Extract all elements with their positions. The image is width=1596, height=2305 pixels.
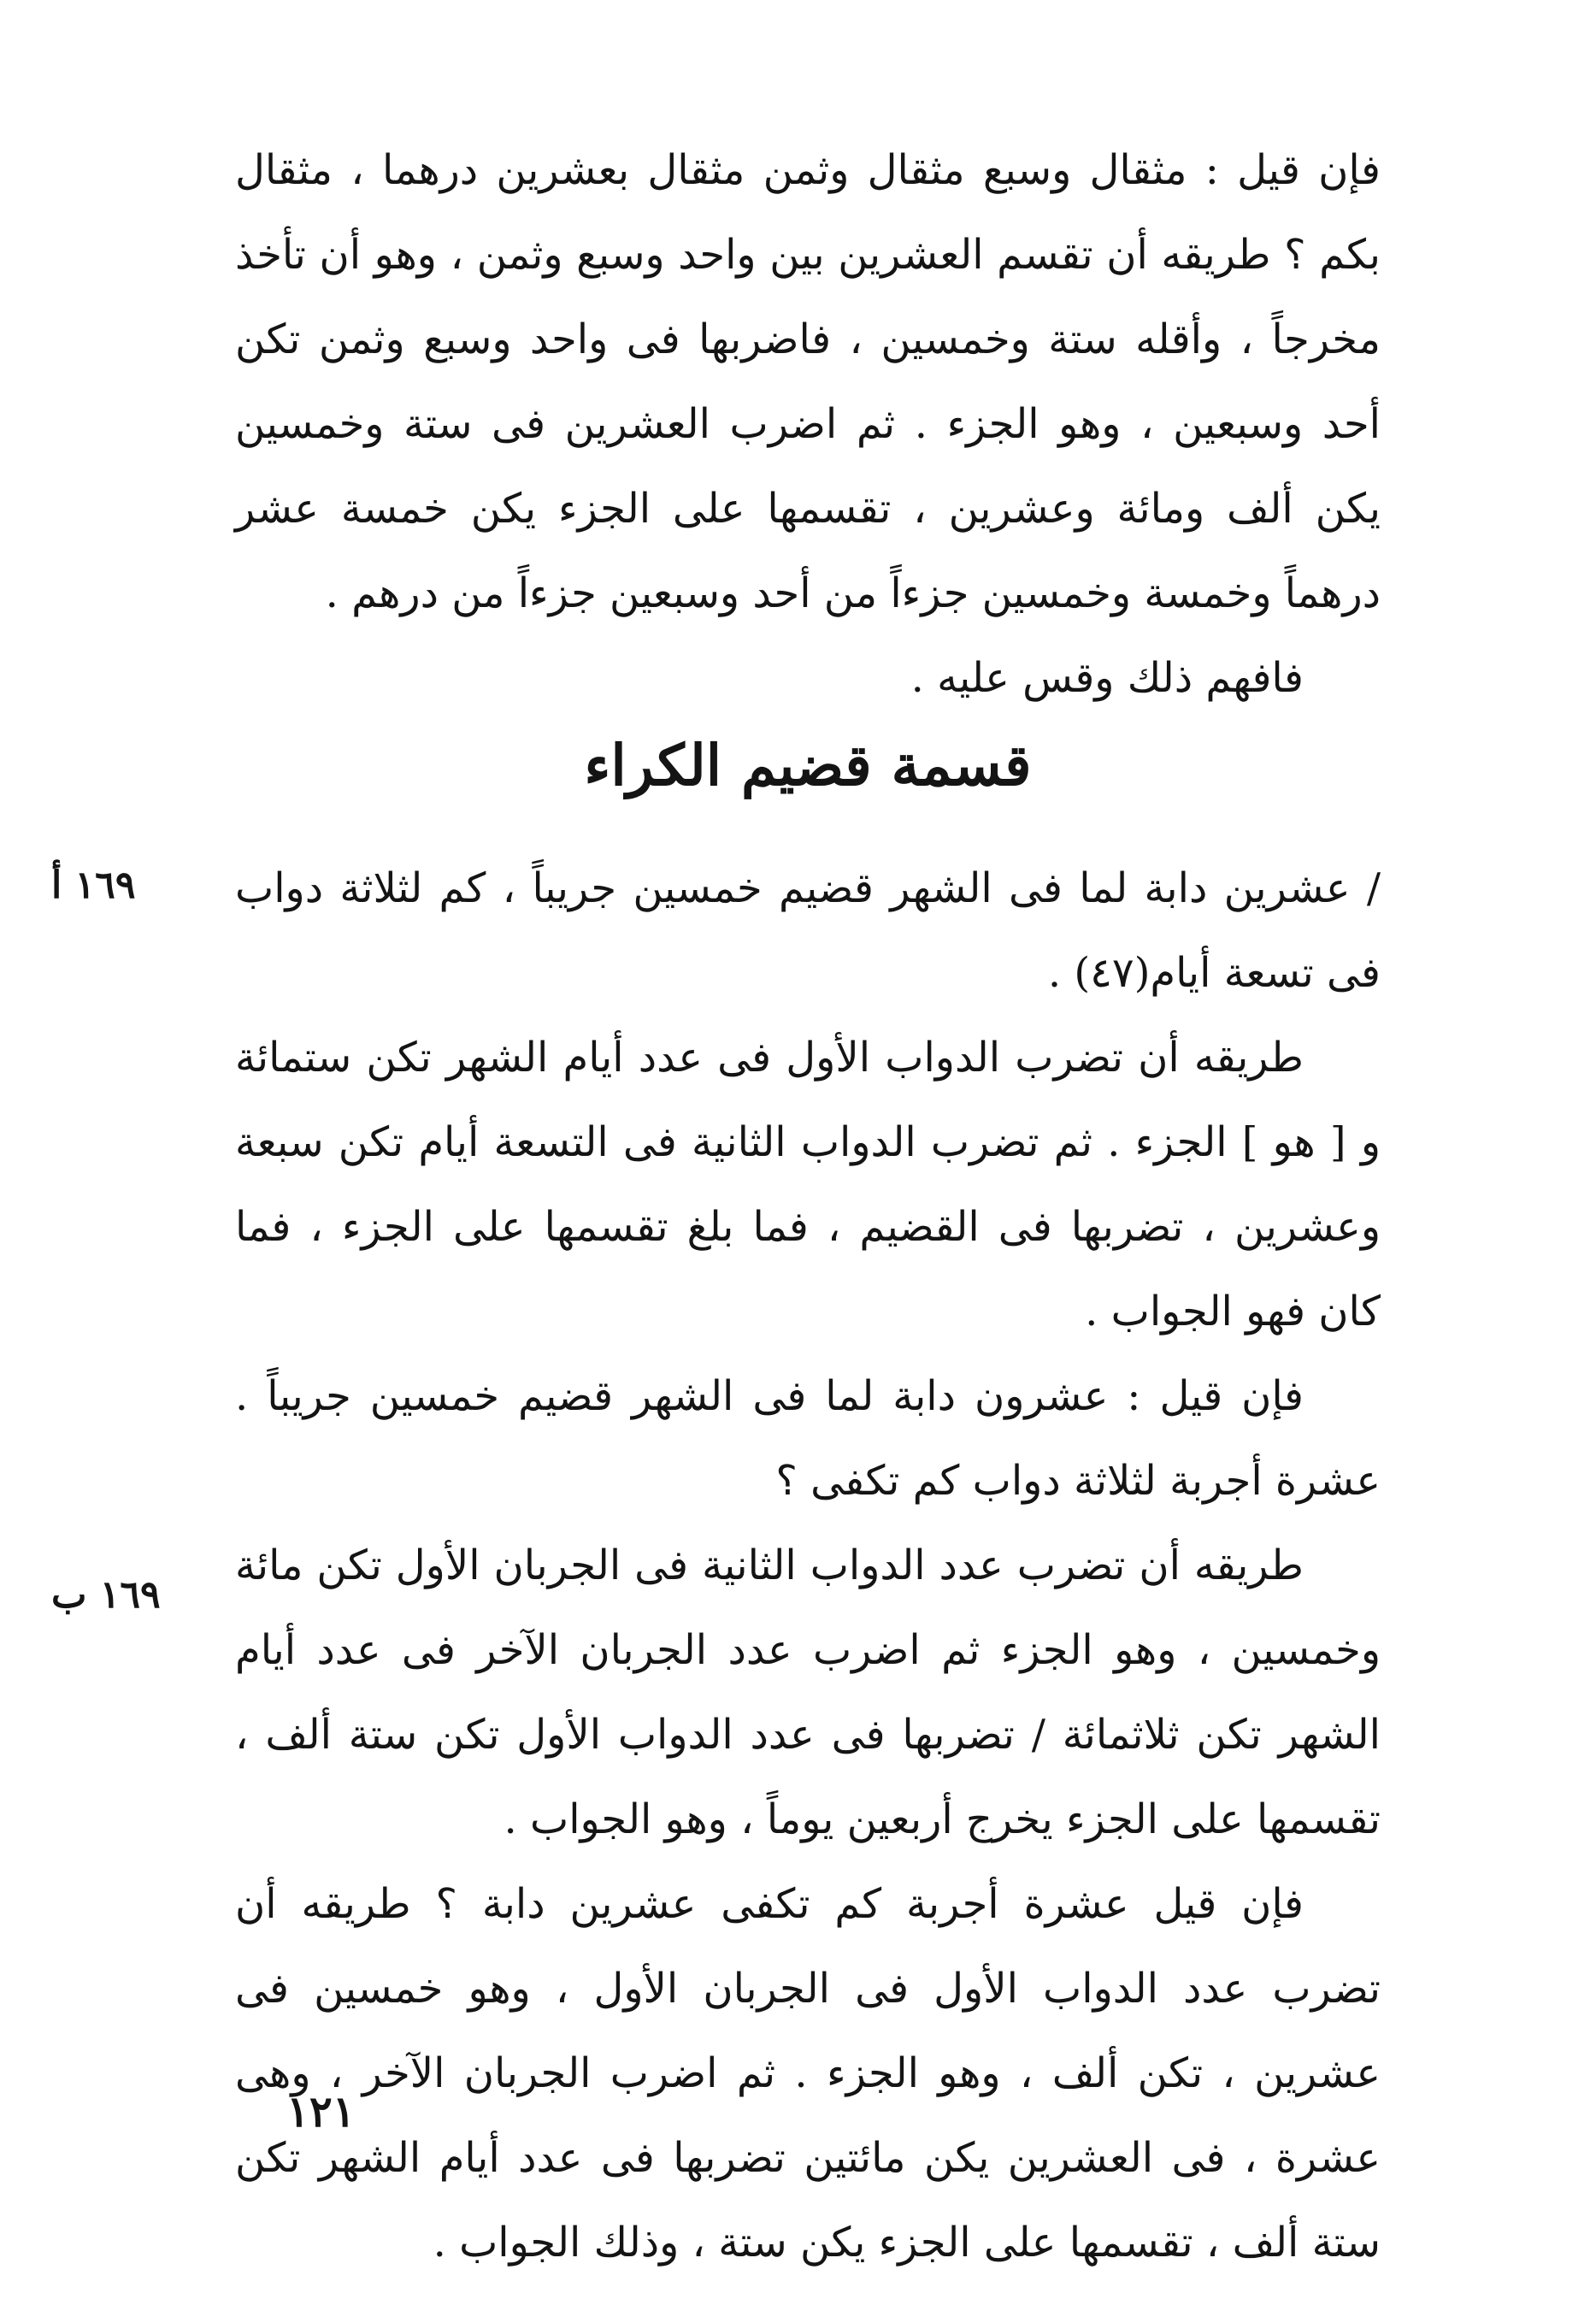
intro-block xyxy=(235,128,1381,721)
paragraph-section-2: طريقه أن تضرب الدواب الأول فى عدد أيام الشهر تكن ستمائة و [ هو ] الجزء . ثم تضرب الدواب الثانية فى التسعة أيام تكن سبعة وعشرين ، تضربها فى القضيم ، فما بلغ تقسمها على الجزء ، فما كان فهو الجواب . xyxy=(235,1034,1381,1335)
section-heading: قسمة قضيم الكراء xyxy=(584,732,1032,799)
page-number: ١٢١ xyxy=(286,2086,356,2137)
paragraph-section-5: فإن قيل عشرة أجربة كم تكفى عشرين دابة ؟ طريقه أن تضرب عدد الدواب الأول فى الجربان الأول ، وهو خمسين فى عشرين ، تكن ألف ، وهو الجزء . ثم اضرب الجربان الآخر ، وهى عشرة ، فى العشرين يكن مائتين تضربها فى عدد أيام الشهر تكن ستة ألف ، تقسمها على الجزء يكن ستة ، وذلك الجواب . xyxy=(235,1880,1381,2267)
paragraph-section-3: فإن قيل : عشرون دابة لما فى الشهر قضيم خمسين جريباً . عشرة أجربة لثلاثة دواب كم تكفى ؟ xyxy=(235,1372,1381,1505)
margin-folio-ref-b: ١٦٩ ب xyxy=(51,1573,161,1617)
paragraph-conclusion: فافهم ذلك وقس عليه . xyxy=(910,654,1304,702)
paragraph-section-4: طريقه أن تضرب عدد الدواب الثانية فى الجربان الأول تكن مائة وخمسين ، وهو الجزء ثم اضرب عدد الجربان الآخر فى عدد أيام الشهر تكن ثلاثمائة / تضربها فى عدد الدواب الأول تكن ستة ألف ، تقسمها على الجزء يخرج أربعين يوماً ، وهو الجواب . xyxy=(235,1542,1381,1843)
paragraph-problem: فإن قيل : مثقال وسبع مثقال وثمن مثقال بعشرين درهما ، مثقال بكم ؟ طريقه أن تقسم العشرين بين واحد وسبع وثمن ، وهو أن تأخذ مخرجاً ، وأقله ستة وخمسين ، فاضربها فى واحد وسبع وثمن تكن أحد وسبعين ، وهو الجزء . ثم اضرب العشرين فى ستة وخمسين يكن ألف ومائة وعشرين ، تقسمها على الجزء يكن خمسة عشر درهماً وخمسة وخمسين جزءاً من أحد وسبعين جزءاً من درهم . xyxy=(235,146,1381,617)
margin-folio-ref-a: ١٦٩ أ xyxy=(51,864,136,907)
paragraph-section-1: / عشرين دابة لما فى الشهر قضيم خمسين جريباً ، كم لثلاثة دواب فى تسعة أيام(٤٧) . xyxy=(235,864,1381,997)
section-block xyxy=(235,846,1381,2285)
